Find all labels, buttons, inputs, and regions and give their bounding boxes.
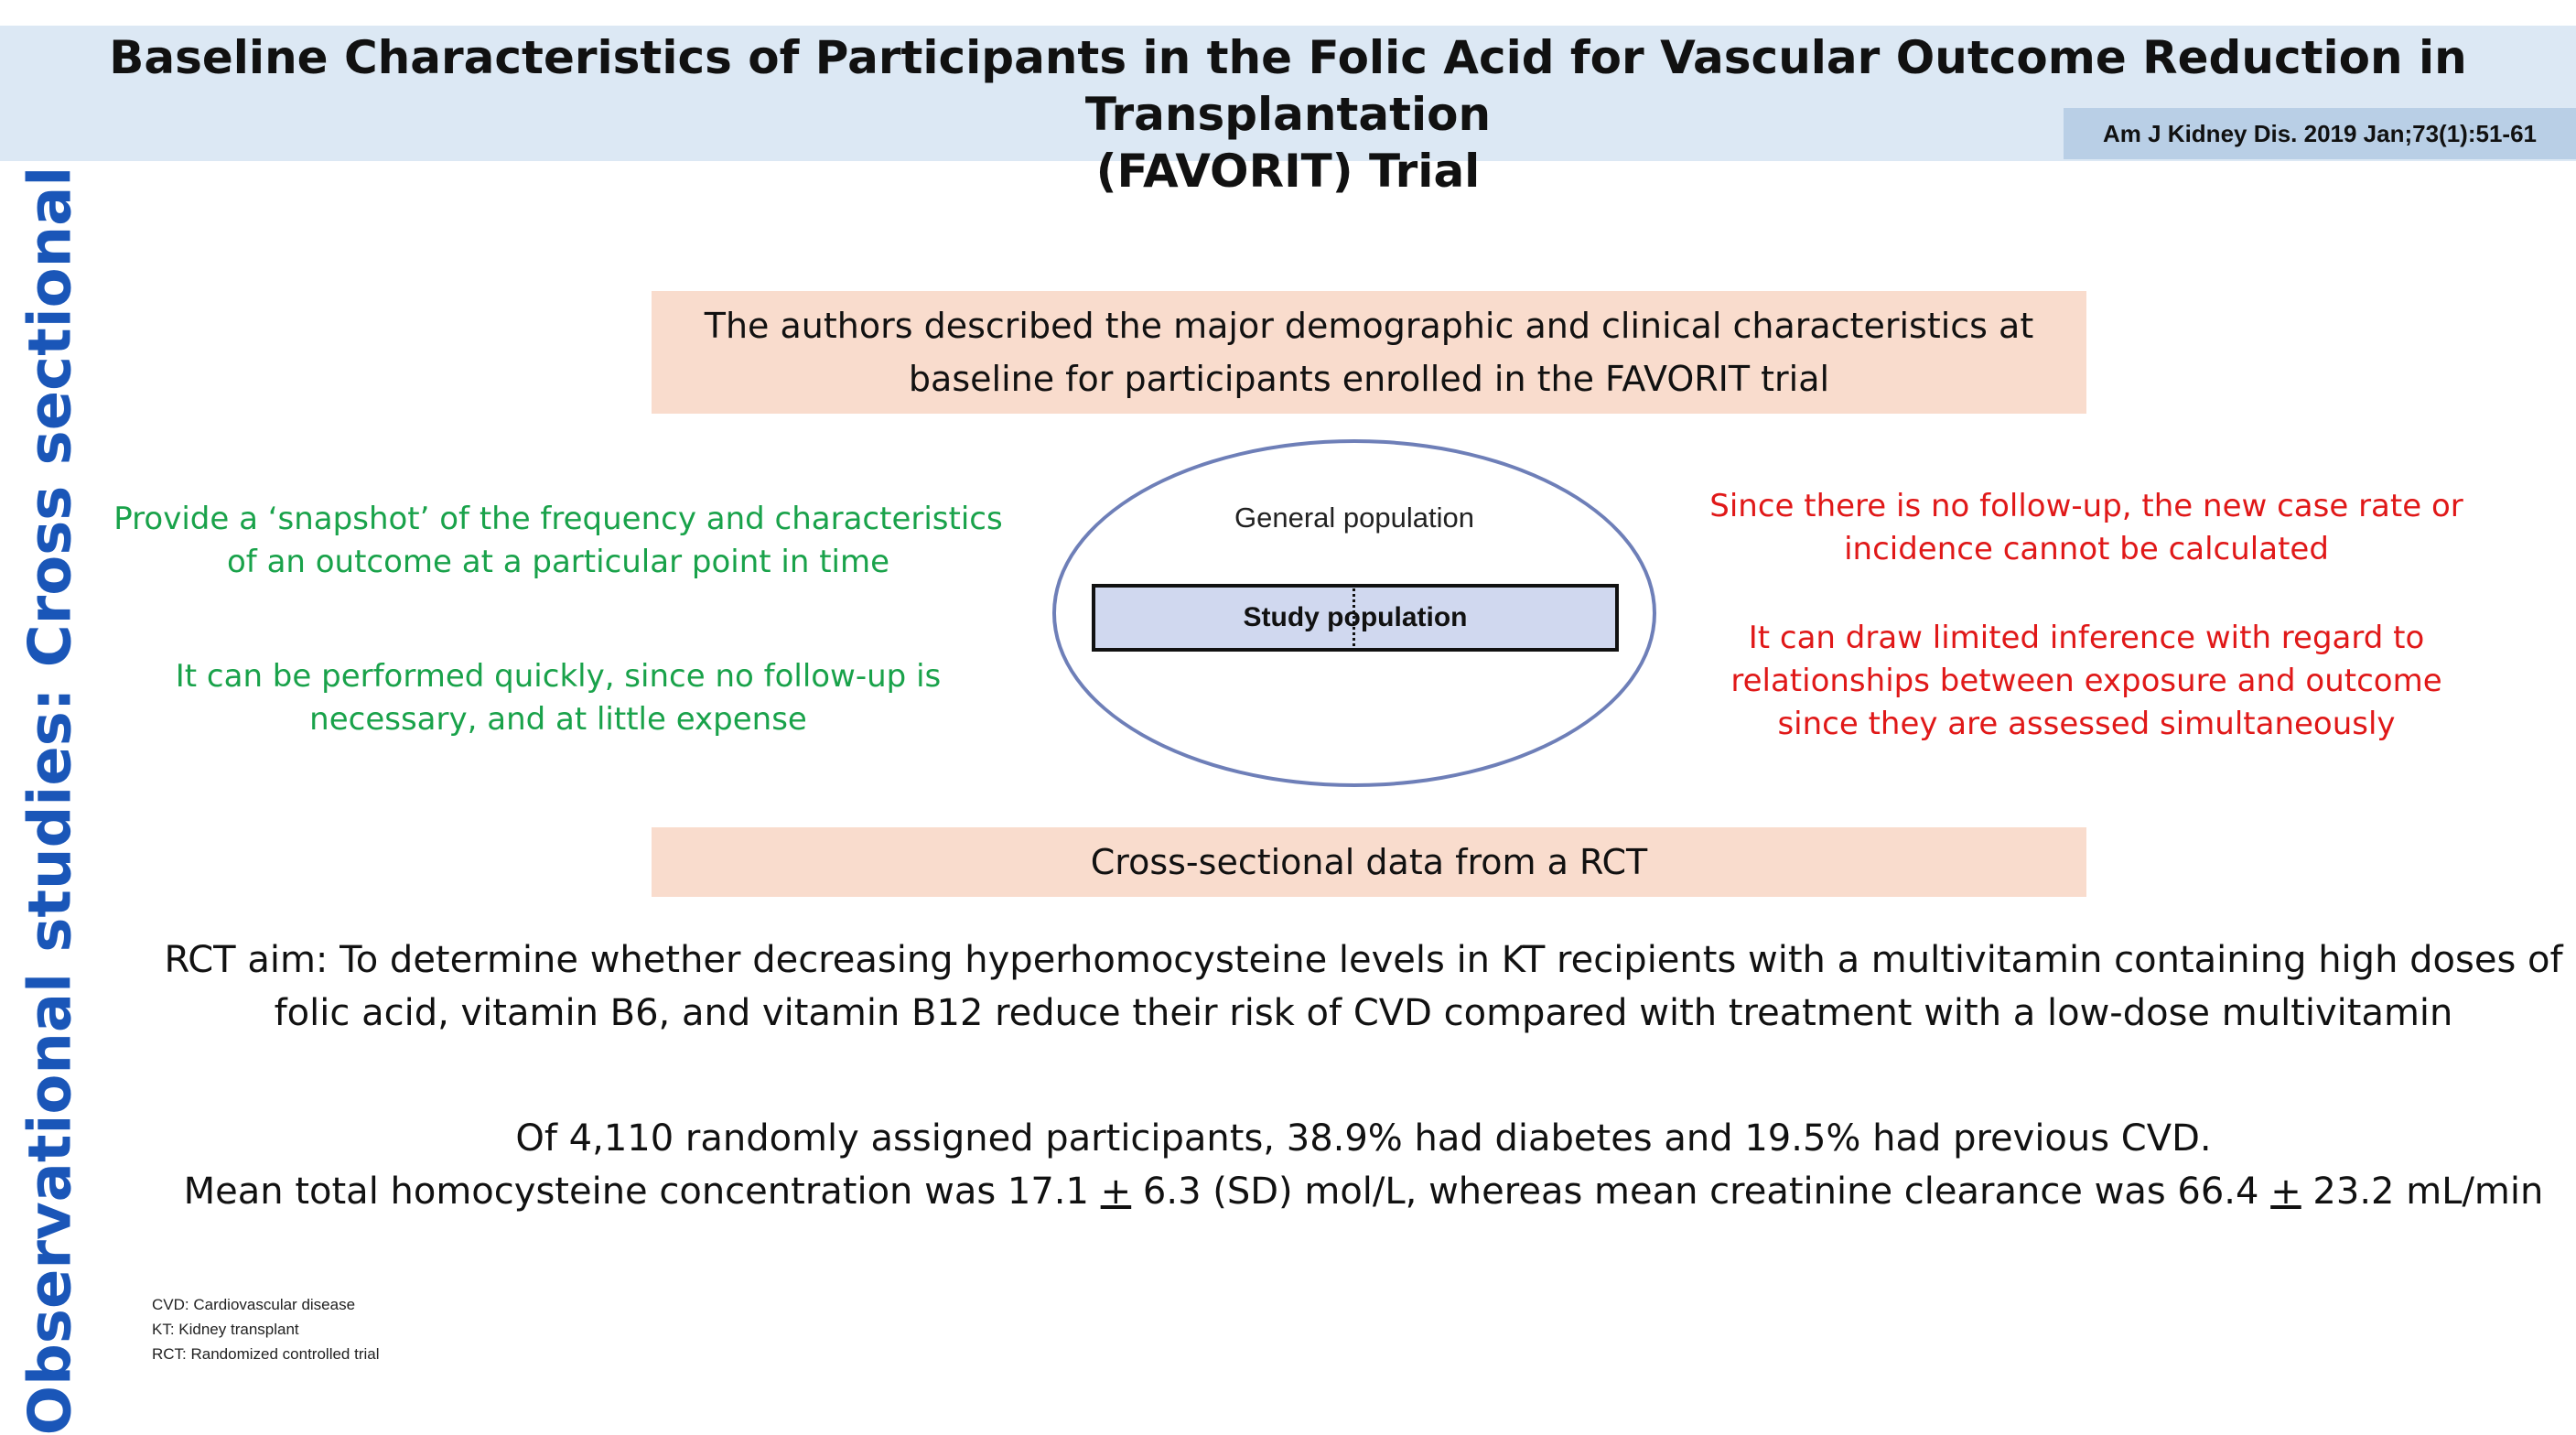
rct-aim-line-1: RCT aim: To determine whether decreasing hyperhomocysteine levels in KT recipients with a multivitamin containing high doses of [164, 939, 2563, 981]
general-population-label: General population [1234, 502, 1474, 534]
strength-snapshot-line-2: of an outcome at a particular point in time [226, 544, 890, 580]
population-diagram [1025, 430, 1684, 796]
intro-box [652, 291, 2086, 414]
title-line-1: Baseline Characteristics of Participants in the Folic Acid for Vascular Outcome Reduction in Transplantation [109, 31, 2467, 141]
side-label [0, 166, 101, 1435]
citation-badge: Am J Kidney Dis. 2019 Jan;73(1):51-61 [2064, 108, 2576, 159]
strength-snapshot [110, 498, 1007, 584]
intro-line-1: The authors described the major demographic and clinical characteristics at [704, 306, 2034, 346]
results-line-2-part-a: Mean total homocysteine concentration was 17.1 [183, 1171, 1101, 1213]
strength-quick [110, 655, 1007, 741]
results-line-2-part-b: 6.3 (SD) mol/L, whereas mean creatinine clearance was 66.4 [1131, 1171, 2271, 1213]
strength-snapshot-line-1: Provide a ‘snapshot’ of the frequency and characteristics [113, 501, 1003, 537]
title-line-2: (FAVORIT) Trial [1095, 145, 1481, 198]
results-line-1: Of 4,110 randomly assigned participants, 38.9% had diabetes and 19.5% had previous CVD. [515, 1117, 2212, 1160]
limitation-incidence-line-2: incidence cannot be calculated [1844, 531, 2329, 567]
abbreviation-rct: RCT: Randomized controlled trial [152, 1345, 380, 1363]
abbreviation-kt: KT: Kidney transplant [152, 1321, 299, 1338]
strength-quick-line-2: necessary, and at little expense [309, 701, 807, 738]
strength-quick-line-1: It can be performed quickly, since no follow-up is [175, 658, 942, 695]
limitation-incidence-line-1: Since there is no follow-up, the new case rate or [1709, 488, 2463, 524]
rct-aim-line-2: folic acid, vitamin B6, and vitamin B12 reduce their risk of CVD compared with treatment with a low-dose multivitamin [274, 992, 2453, 1034]
results-line-2 [119, 1165, 2576, 1218]
study-population-label: Study population [1243, 602, 1468, 632]
abbreviation-cvd: CVD: Cardiovascular disease [152, 1296, 356, 1313]
limitation-inference-line-2: relationships between exposure and outcome [1730, 663, 2442, 699]
limitation-inference-line-1: It can draw limited inference with regard to [1748, 620, 2425, 656]
study-population-box [1092, 584, 1619, 652]
results-line-2-part-c: 23.2 mL/min [2301, 1171, 2544, 1213]
results [119, 1112, 2576, 1218]
rct-box: Cross-sectional data from a RCT [652, 827, 2086, 897]
rct-aim [119, 933, 2576, 1040]
limitation-inference [1675, 617, 2498, 746]
plus-minus-sign: + [1100, 1171, 1132, 1213]
side-label-text: Observational studies: Cross sectional [16, 166, 84, 1435]
plus-minus-sign: + [2270, 1171, 2301, 1213]
intro-line-2: baseline for participants enrolled in the FAVORIT trial [908, 359, 1830, 399]
limitation-incidence [1675, 485, 2498, 571]
snapshot-line [1353, 584, 1355, 652]
limitation-inference-line-3: since they are assessed simultaneously [1777, 706, 2396, 742]
abbreviations [152, 1292, 380, 1366]
